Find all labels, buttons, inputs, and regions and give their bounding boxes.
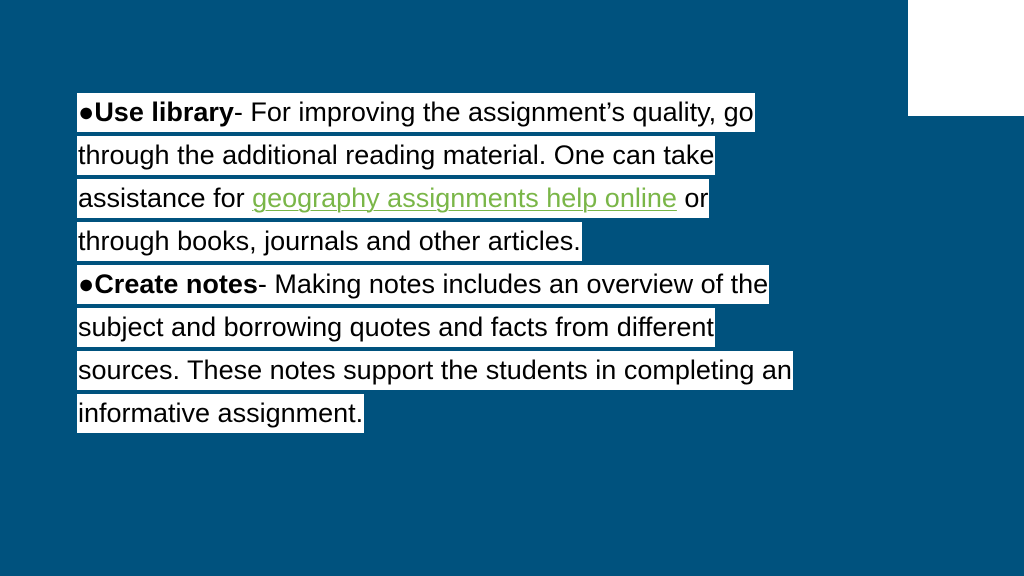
bullet-2-line-1: [77, 265, 917, 308]
bullet-text: through the additional reading material. One can take: [77, 136, 715, 175]
bullet-2-line-3: [77, 351, 917, 394]
bullet-text: through books, journals and other articles.: [77, 222, 582, 261]
bullet-1-line-4: [77, 222, 917, 265]
bullet-1-line-2: [77, 136, 917, 179]
bullet-text: - Making notes includes an overview of the: [257, 269, 769, 299]
bullet-marker: ●: [78, 97, 95, 127]
bullet-heading-create-notes: Create notes: [94, 269, 258, 299]
bullet-1-line-3: [77, 179, 917, 222]
bullet-text: assistance for: [78, 183, 253, 213]
bullet-2-line-2: [77, 308, 917, 351]
bullet-marker: ●: [78, 269, 95, 299]
bullet-text: sources. These notes support the students in completing an: [77, 351, 793, 390]
bullet-text: informative assignment.: [77, 394, 364, 433]
content-text: [77, 93, 917, 437]
geography-help-link[interactable]: geography assignments help online: [252, 183, 677, 213]
bullet-text: - For improving the assignment’s quality, go: [233, 97, 754, 127]
corner-decoration: [908, 0, 1024, 116]
bullet-heading-use-library: Use library: [94, 97, 234, 127]
bullet-2-line-4: [77, 394, 917, 437]
bullet-text: or: [676, 183, 709, 213]
bullet-1-line-1: [77, 93, 917, 136]
bullet-text: subject and borrowing quotes and facts from different: [77, 308, 715, 347]
